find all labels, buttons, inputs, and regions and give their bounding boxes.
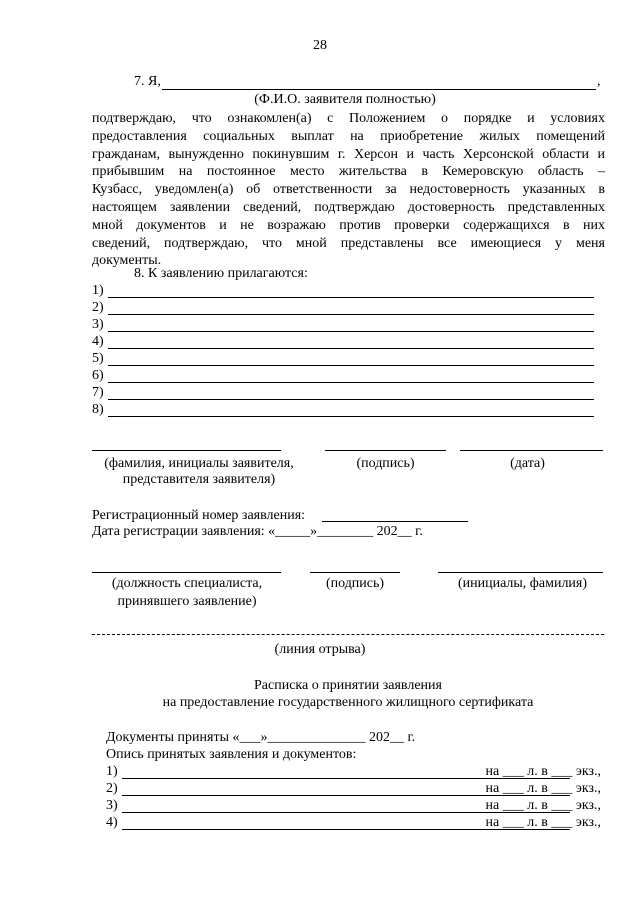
row-suffix: на ___ л. в ___ экз., [485, 798, 601, 813]
page-number: 28 [313, 38, 327, 53]
item7-suffix: , [597, 74, 601, 89]
attachment-row[interactable] [92, 402, 602, 418]
row-suffix: на ___ л. в ___ экз., [485, 815, 601, 830]
attachment-line[interactable] [108, 331, 594, 332]
inventory-row[interactable] [106, 781, 601, 797]
fio-input-line[interactable] [162, 89, 596, 90]
attachment-line[interactable] [108, 416, 594, 417]
row-number: 6) [92, 368, 104, 383]
paragraph-line: документы. [92, 253, 162, 269]
applicant-date-caption: (дата) [510, 456, 545, 471]
attachment-row[interactable] [92, 351, 602, 367]
row-suffix: на ___ л. в ___ экз., [485, 781, 601, 796]
applicant-signature-line[interactable] [325, 450, 446, 451]
paragraph-line: подтверждаю, что ознакомлен(а) с Положением о порядке и условиях [92, 111, 605, 126]
specialist-name-caption: (инициалы, фамилия) [457, 576, 588, 591]
row-number: 3) [106, 798, 118, 813]
specialist-position-caption-2: принявшего заявление) [117, 594, 257, 609]
item7-paragraph [92, 110, 605, 270]
row-number: 3) [92, 317, 104, 332]
fio-caption: (Ф.И.О. заявителя полностью) [254, 92, 436, 107]
row-number: 8) [92, 402, 104, 417]
registration-number-line[interactable] [322, 521, 468, 522]
attachment-line[interactable] [108, 348, 594, 349]
row-number: 2) [106, 781, 118, 796]
applicant-name-caption-1: (фамилия, инициалы заявителя, [104, 456, 294, 471]
row-number: 4) [106, 815, 118, 830]
attachment-line[interactable] [108, 399, 594, 400]
inventory-label: Опись принятых заявления и документов: [106, 747, 357, 762]
applicant-date-line[interactable] [460, 450, 603, 451]
inventory-row[interactable] [106, 798, 601, 814]
documents-accepted: Документы приняты «___»______________ 202__ г. [106, 730, 416, 745]
row-number: 5) [92, 351, 104, 366]
row-suffix: на ___ л. в ___ экз., [485, 764, 601, 779]
receipt-title-1: Расписка о принятии заявления [254, 678, 442, 693]
tear-line [92, 634, 604, 635]
row-number: 2) [92, 300, 104, 315]
paragraph-line: мной документов и не возражаю против проверки содержащихся в них [92, 217, 605, 233]
paragraph-line: гражданам, вынужденно покинувшим г. Херсон и часть Херсонской области и [92, 146, 605, 162]
paragraph-line: настоящем заявлении сведений, подтверждаю достоверность представленных [92, 199, 605, 215]
specialist-signature-line[interactable] [310, 572, 400, 573]
attachment-line[interactable] [108, 314, 594, 315]
inventory-row[interactable] [106, 815, 601, 831]
attachment-row[interactable] [92, 385, 602, 401]
applicant-name-caption-2: представителя заявителя) [122, 472, 276, 487]
item8-title: 8. К заявлению прилагаются: [134, 266, 308, 281]
row-number: 4) [92, 334, 104, 349]
specialist-position-caption-1: (должность специалиста, [111, 576, 263, 591]
attachment-row[interactable] [92, 368, 602, 384]
specialist-position-line[interactable] [92, 572, 281, 573]
item7-prefix: 7. Я, [134, 74, 161, 89]
row-number: 1) [106, 764, 118, 779]
attachment-row[interactable] [92, 334, 602, 350]
attachment-row[interactable] [92, 283, 602, 299]
specialist-name-line[interactable] [438, 572, 603, 573]
paragraph-line: Кузбасс, уведомлен(а) об ответственности за недостоверность указанных в [92, 182, 605, 198]
row-number: 7) [92, 385, 104, 400]
applicant-name-line[interactable] [92, 450, 281, 451]
applicant-signature-caption: (подпись) [356, 456, 415, 471]
attachment-line[interactable] [108, 365, 594, 366]
registration-number-label: Регистрационный номер заявления: [92, 508, 306, 523]
receipt-title-2: на предоставление государственного жилищного сертификата [162, 695, 534, 710]
attachment-row[interactable] [92, 317, 602, 333]
attachment-line[interactable] [108, 382, 594, 383]
row-number: 1) [92, 283, 104, 298]
paragraph-line: сведений, подтверждаю, что мной представлены все имеющиеся у меня [92, 235, 605, 251]
specialist-signature-caption: (подпись) [325, 576, 385, 591]
attachment-line[interactable] [108, 297, 594, 298]
inventory-row[interactable] [106, 764, 601, 780]
registration-date: Дата регистрации заявления: «_____»________ 202__ г. [92, 524, 423, 539]
attachment-row[interactable] [92, 300, 602, 316]
paragraph-line: предоставления социальных выплат на приобретение жилых помещений [92, 128, 605, 144]
paragraph-line: прибывшим на постоянное место жительства в Кемеровскую область – [92, 164, 605, 180]
tear-line-caption: (линия отрыва) [274, 642, 366, 657]
